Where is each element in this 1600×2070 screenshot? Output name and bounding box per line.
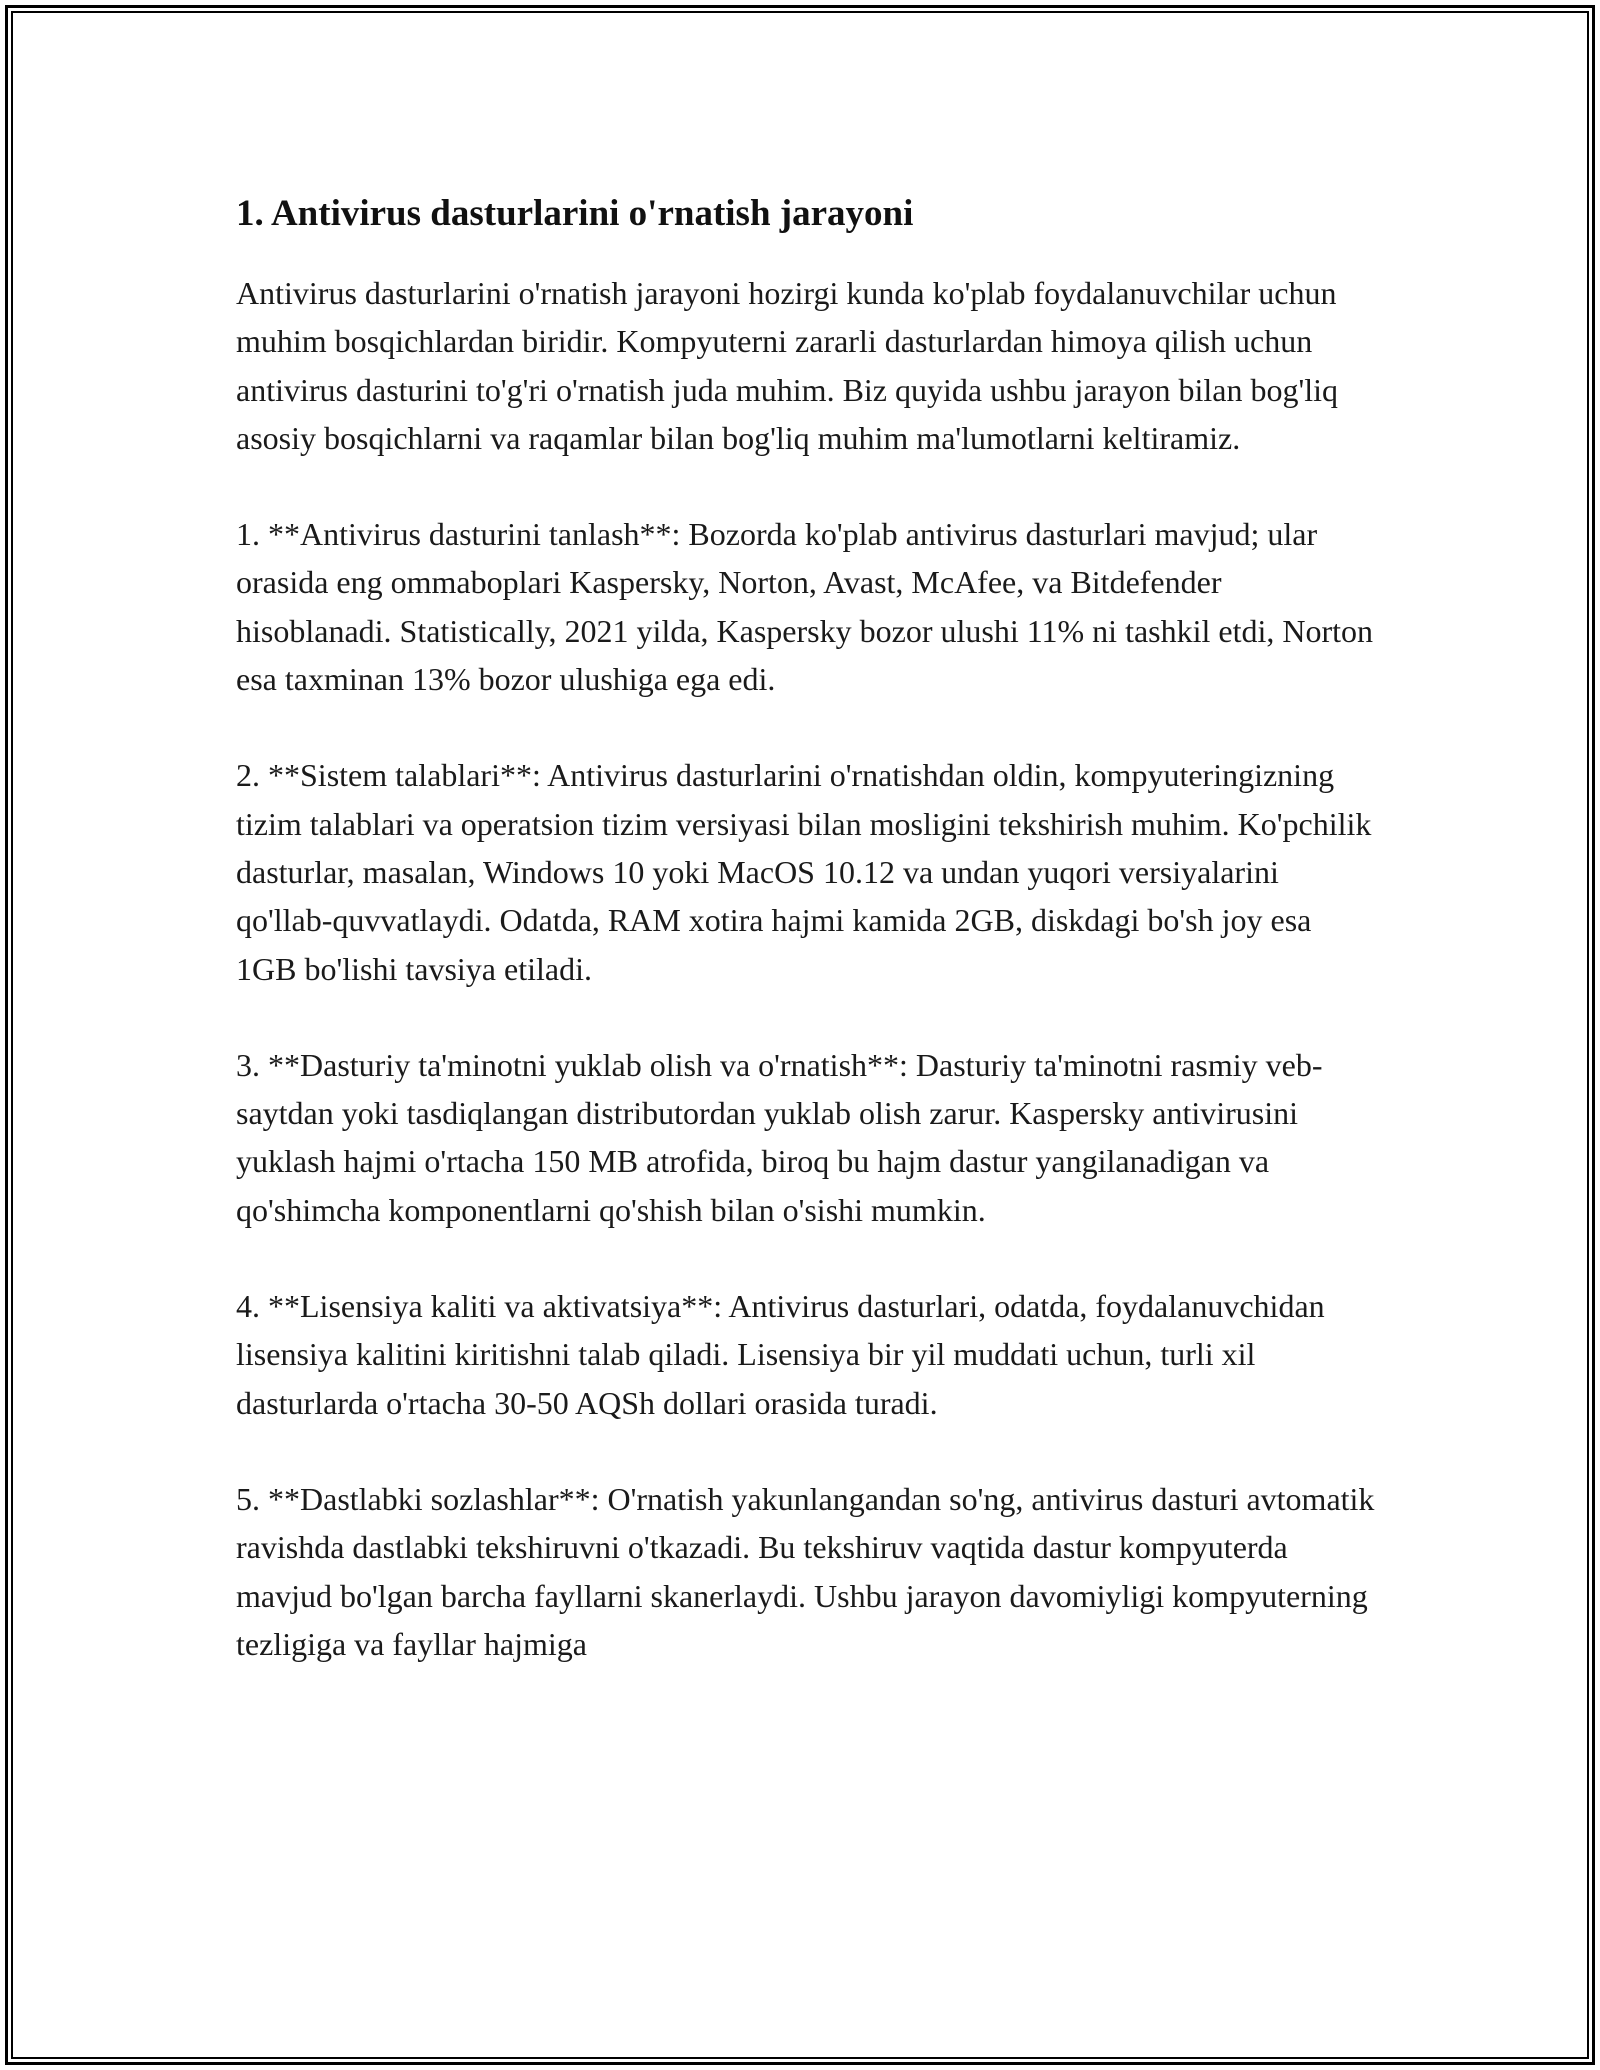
step-3-paragraph: 3. **Dasturiy ta'minotni yuklab olish va o'rnatish**: Dasturiy ta'minotni rasmiy veb-saytdan yoki tasdiqlangan distributordan yuklab olish zarur. Kaspersky antivirusini yuklash hajmi o'rtacha 150 MB atrofida, biroq bu hajm dastur yangilanadigan va qo'shimcha komponentlarni qo'shish bilan o'sishi mumkin. — [236, 1046, 1323, 1228]
document-title: 1. Antivirus dasturlarini o'rnatish jarayoni — [236, 193, 914, 234]
step-2-paragraph: 2. **Sistem talablari**: Antivirus dasturlarini o'rnatishdan oldin, kompyuteringizning tizim talablari va operatsion tizim versiyasi bilan mosligini tekshirish muhim. Ko'pchilik dasturlar, masalan, Windows 10 yoki MacOS 10.12 va undan yuqori versiyalarini qo'llab-quvvatlaydi. Odatda, RAM xotira hajmi kamida 2GB, diskdagi bo'sh joy esa 1GB bo'lishi tavsiya etiladi. — [236, 757, 1372, 987]
step-4-paragraph: 4. **Lisensiya kaliti va aktivatsiya**: Antivirus dasturlari, odatda, foydalanuvchidan lisensiya kalitini kiritishni talab qiladi. Lisensiya bir yil muddati uchun, turli xil dasturlarda o'rtacha 30-50 AQSh dollari orasida turadi. — [236, 1288, 1325, 1421]
step-5-paragraph: 5. **Dastlabki sozlashlar**: O'rnatish yakunlangandan so'ng, antivirus dasturi avtomatik ravishda dastlabki tekshiruvni o'tkazadi. Bu tekshiruv vaqtida dastur kompyuterda mavjud bo'lgan barcha fayllarni skanerlaydi. Ushbu jarayon davomiyligi kompyuterning tezligiga va fayllar hajmiga — [236, 1480, 1375, 1662]
intro-paragraph: Antivirus dasturlarini o'rnatish jarayoni hozirgi kunda ko'plab foydalanuvchilar uchun muhim bosqichlardan biridir. Kompyuterni zararli dasturlardan himoya qilish uchun antivirus dasturini to'g'ri o'rnatish juda muhim. Biz quyida ushbu jarayon bilan bog'liq asosiy bosqichlarni va raqamlar bilan bog'liq muhim ma'lumotlarni keltiramiz. — [236, 275, 1339, 456]
step-1-paragraph: 1. **Antivirus dasturini tanlash**: Bozorda ko'plab antivirus dasturlari mavjud; ular orasida eng ommaboplari Kaspersky, Norton, Avast, McAfee, va Bitdefender hisoblanadi. Statistically, 2021 yilda, Kaspersky bozor ulushi 11% ni tashkil etdi, Norton esa taxminan 13% bozor ulushiga ega edi. — [236, 516, 1374, 698]
document-body — [236, 183, 1376, 1716]
